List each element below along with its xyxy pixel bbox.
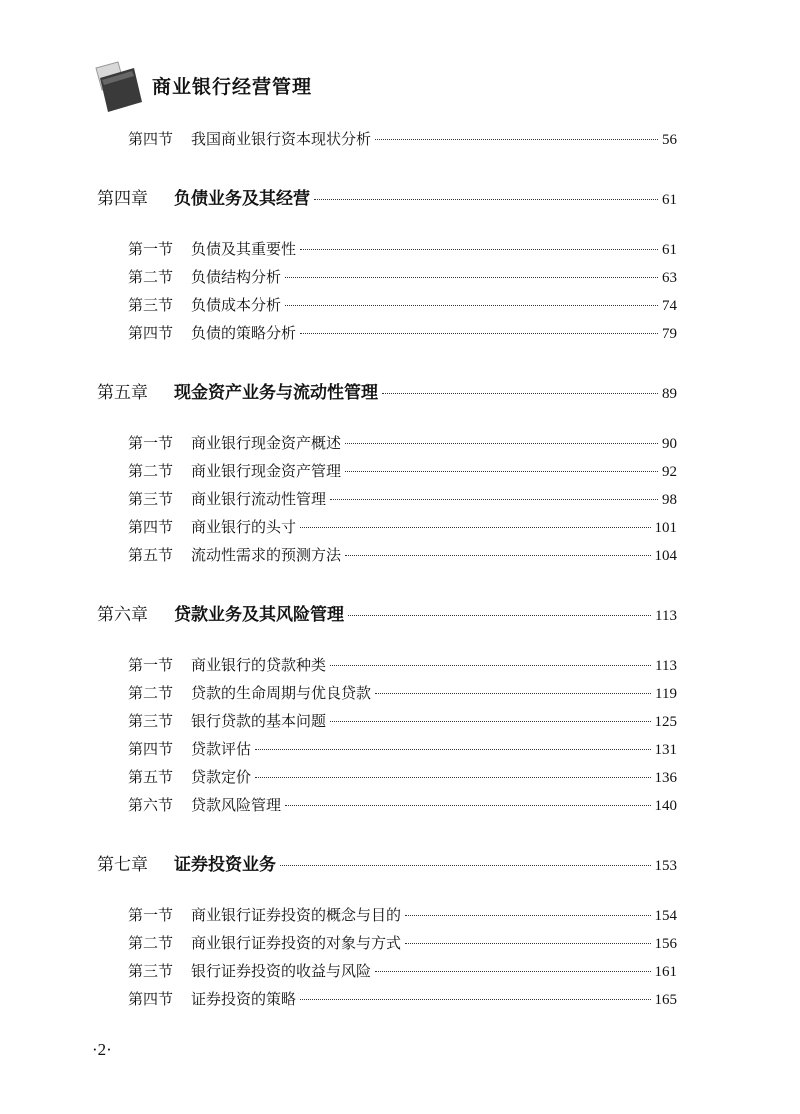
entry-number: 第三节 (128, 296, 174, 314)
entry-title: 贷款风险管理 (191, 796, 282, 814)
entry-title: 商业银行证券投资的概念与目的 (191, 906, 402, 924)
dot-leader (280, 865, 651, 866)
entry-page: 61 (662, 192, 677, 208)
entry-number: 第七章 (97, 855, 148, 875)
entry-title: 现金资产业务与流动性管理 (174, 383, 378, 403)
dot-leader (330, 499, 658, 500)
dot-leader (314, 199, 658, 200)
entry-number: 第四节 (128, 130, 174, 148)
dot-leader (300, 527, 650, 528)
dot-leader (375, 971, 650, 972)
entry-number: 第四节 (128, 518, 174, 536)
entry-number: 第四节 (128, 740, 174, 758)
dot-leader (345, 443, 658, 444)
dot-leader (348, 615, 651, 616)
entry-page: 98 (662, 492, 677, 508)
entry-number: 第四章 (97, 189, 148, 209)
section-entry[interactable] (128, 432, 677, 453)
header-title: 商业银行经营管理 (152, 76, 313, 98)
entry-title: 负债的策略分析 (191, 324, 297, 342)
entry-page: 165 (654, 992, 677, 1008)
entry-title: 商业银行的贷款种类 (191, 656, 327, 674)
dot-leader (285, 277, 658, 278)
dot-leader (405, 943, 650, 944)
entry-page: 161 (654, 964, 677, 980)
entry-number: 第一节 (128, 240, 174, 258)
section-entry[interactable] (128, 266, 677, 287)
entry-page: 156 (654, 936, 677, 952)
entry-page: 153 (654, 858, 677, 874)
entry-page: 119 (655, 686, 677, 702)
dot-leader (405, 915, 650, 916)
entry-page: 79 (662, 326, 677, 342)
section-entry[interactable] (128, 738, 677, 759)
section-entry[interactable] (128, 960, 677, 981)
section-entry[interactable] (128, 710, 677, 731)
dot-leader (375, 139, 658, 140)
entry-title: 流动性需求的预测方法 (191, 546, 342, 564)
entry-title: 负债成本分析 (191, 296, 282, 314)
entry-page: 89 (662, 386, 677, 402)
section-entry[interactable] (128, 322, 677, 343)
entry-title: 商业银行现金资产概述 (191, 434, 342, 452)
entry-number: 第三节 (128, 712, 174, 730)
dot-leader (382, 393, 658, 394)
entry-number: 第二节 (128, 268, 174, 286)
dot-leader (300, 333, 658, 334)
section-entry[interactable] (128, 654, 677, 675)
running-header (88, 56, 448, 116)
chapter-entry[interactable] (97, 600, 677, 625)
entry-number: 第五节 (128, 768, 174, 786)
entry-page: 56 (662, 132, 677, 148)
section-entry[interactable] (128, 294, 677, 315)
entry-title: 证券投资业务 (174, 855, 276, 875)
section-entry[interactable] (128, 766, 677, 787)
section-entry[interactable] (128, 682, 677, 703)
entry-number: 第四节 (128, 324, 174, 342)
dot-leader (255, 777, 650, 778)
entry-title: 商业银行流动性管理 (191, 490, 327, 508)
section-entry[interactable] (128, 932, 677, 953)
entry-number: 第一节 (128, 906, 174, 924)
section-entry[interactable] (128, 516, 677, 537)
entry-page: 104 (654, 548, 677, 564)
entry-number: 第四节 (128, 990, 174, 1008)
entry-page: 92 (662, 464, 677, 480)
dot-leader (285, 305, 658, 306)
entry-title: 商业银行现金资产管理 (191, 462, 342, 480)
chapter-entry[interactable] (97, 850, 677, 875)
entry-page: 101 (654, 520, 677, 536)
section-entry[interactable] (128, 460, 677, 481)
entry-title: 商业银行的头寸 (191, 518, 297, 536)
entry-page: 113 (655, 608, 677, 624)
dot-leader (300, 249, 658, 250)
entry-number: 第六章 (97, 605, 148, 625)
chapter-entry[interactable] (97, 378, 677, 403)
section-entry[interactable] (128, 988, 677, 1009)
entry-title: 银行证券投资的收益与风险 (191, 962, 372, 980)
section-entry[interactable] (128, 238, 677, 259)
dot-leader (345, 555, 650, 556)
entry-page: 140 (654, 798, 677, 814)
entry-title: 证券投资的策略 (191, 990, 297, 1008)
entry-number: 第二节 (128, 462, 174, 480)
dot-leader (255, 749, 650, 750)
entry-title: 银行贷款的基本问题 (191, 712, 327, 730)
entry-page: 125 (654, 714, 677, 730)
dot-leader (300, 999, 650, 1000)
entry-title: 负债及其重要性 (191, 240, 297, 258)
entry-number: 第六节 (128, 796, 174, 814)
entry-title: 贷款业务及其风险管理 (174, 605, 344, 625)
dot-leader (330, 665, 651, 666)
entry-page: 90 (662, 436, 677, 452)
page-number: ·2· (92, 1040, 112, 1059)
section-entry[interactable] (128, 544, 677, 565)
entry-title: 负债业务及其经营 (174, 189, 310, 209)
section-entry[interactable] (128, 904, 677, 925)
section-entry[interactable] (128, 488, 677, 509)
entry-number: 第一节 (128, 656, 174, 674)
section-entry[interactable] (128, 128, 677, 149)
entry-page: 74 (662, 298, 677, 314)
entry-title: 负债结构分析 (191, 268, 282, 286)
entry-title: 贷款的生命周期与优良贷款 (191, 684, 372, 702)
entry-number: 第二节 (128, 684, 174, 702)
entry-number: 第五节 (128, 546, 174, 564)
entry-title: 商业银行证券投资的对象与方式 (191, 934, 402, 952)
entry-page: 61 (662, 242, 677, 258)
entry-title: 贷款定价 (191, 768, 252, 786)
entry-number: 第五章 (97, 383, 148, 403)
dot-leader (345, 471, 658, 472)
entry-title: 我国商业银行资本现状分析 (191, 130, 372, 148)
dot-leader (330, 721, 650, 722)
section-entry[interactable] (128, 794, 677, 815)
dot-leader (285, 805, 650, 806)
entry-page: 136 (654, 770, 677, 786)
entry-page: 154 (654, 908, 677, 924)
chapter-entry[interactable] (97, 184, 677, 209)
entry-page: 63 (662, 270, 677, 286)
entry-title: 贷款评估 (191, 740, 252, 758)
entry-number: 第三节 (128, 962, 174, 980)
book-logo-icon (88, 56, 148, 116)
entry-number: 第三节 (128, 490, 174, 508)
entry-page: 131 (654, 742, 677, 758)
entry-number: 第一节 (128, 434, 174, 452)
dot-leader (375, 693, 651, 694)
entry-number: 第二节 (128, 934, 174, 952)
entry-page: 113 (655, 658, 677, 674)
